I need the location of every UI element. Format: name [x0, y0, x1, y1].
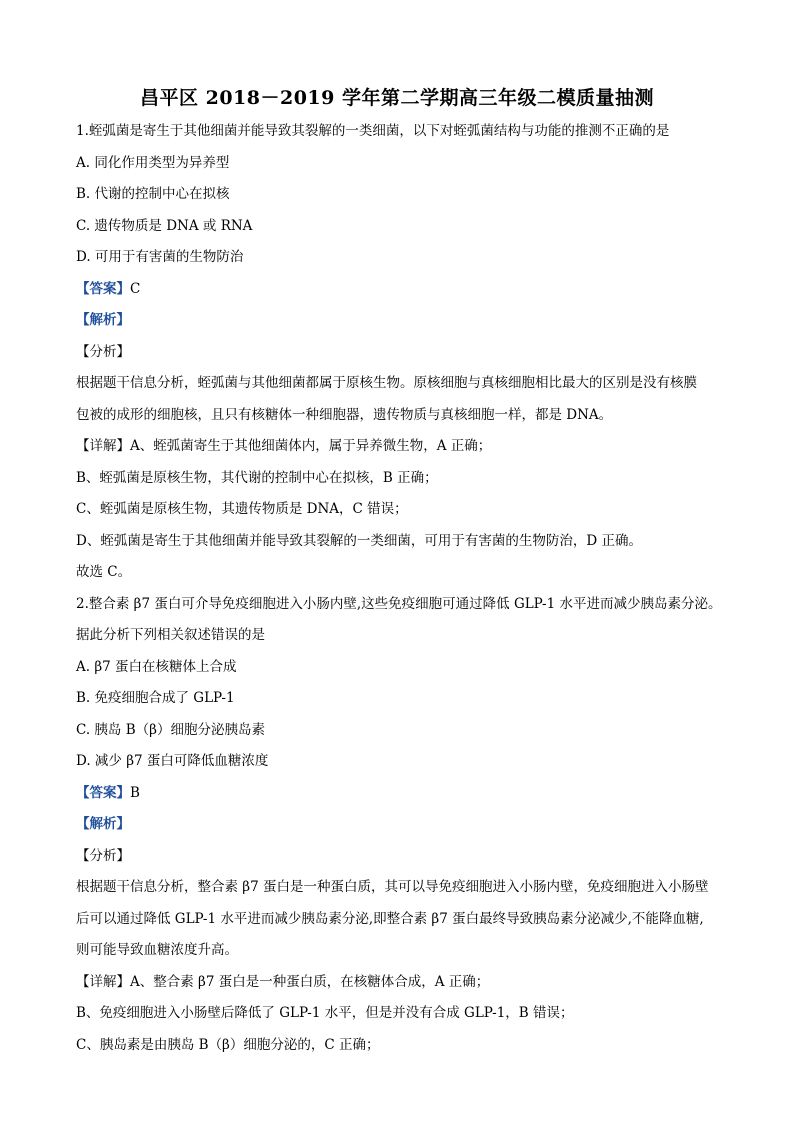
question-1-detail-line-2: B、蛭弧菌是原核生物，其代谢的控制中心在拟核，B 正确；	[76, 469, 438, 486]
question-1-fenxi-line-2: 包被的成形的细胞核，且只有核糖体一种细胞器，遗传物质与真核细胞一样，都是 DNA。	[76, 406, 613, 423]
question-2-stem-line-1: 2.整合素 β7 蛋白可介导免疫细胞进入小肠内壁,这些免疫细胞可通过降低 GLP-1 水平进而减少胰岛素分泌。	[76, 595, 722, 612]
question-1-option-d: D. 可用于有害菌的生物防治	[76, 249, 244, 265]
detail-text: A、蛭弧菌寄生于其他细菌体内，属于异养微生物，A 正确；	[130, 438, 492, 454]
question-1-detail-line-3: C、蛭弧菌是原核生物，其遗传物质是 DNA，C 错误；	[76, 501, 408, 517]
question-2-detail-line-2: B、免疫细胞进入小肠壁后降低了 GLP-1 水平，但是并没有合成 GLP-1，B 错误；	[76, 1005, 574, 1021]
question-1-option-c: C. 遗传物质是 DNA 或 RNA	[76, 217, 253, 234]
analysis-tag: 【解析】	[76, 816, 130, 832]
analysis-tag: 【解析】	[76, 312, 130, 328]
question-2-option-c: C. 胰岛 B（β）细胞分泌胰岛素	[76, 721, 265, 738]
question-2-fenxi-line-1: 根据题干信息分析，整合素 β7 蛋白是一种蛋白质，其可以导免疫细胞进入小肠内壁，免疫细胞进入小肠壁	[76, 879, 709, 895]
question-2-option-b: B. 免疫细胞合成了 GLP-1	[76, 690, 235, 706]
detail-tag: 【详解】	[76, 973, 130, 990]
detail-text: A、整合素 β7 蛋白是一种蛋白质，在核糖体合成，A 正确；	[130, 973, 490, 990]
answer-value: C	[130, 280, 141, 297]
detail-tag: 【详解】	[76, 438, 130, 454]
question-1-conclusion: 故选 C。	[76, 564, 132, 580]
question-1-fenxi-line-1: 根据题干信息分析，蛭弧菌与其他细菌都属于原核生物。原核细胞与真核细胞相比最大的区别是没有核膜	[76, 375, 697, 391]
question-1-detail-line-1	[76, 431, 718, 463]
fenxi-tag: 【分析】	[76, 343, 130, 360]
question-1-stem: 1.蛭弧菌是寄生于其他细菌并能导致其裂解的一类细菌，以下对蛭弧菌结构与功能的推测不正确的是	[76, 123, 670, 139]
answer-tag: 【答案】	[76, 280, 130, 297]
question-2-detail-line-3: C、胰岛素是由胰岛 B（β）细胞分泌的，C 正确；	[76, 1036, 380, 1053]
question-2-analysis	[76, 809, 718, 841]
question-2-fenxi-line-3: 则可能导致血糖浓度升高。	[76, 942, 238, 958]
question-2-fenxi-line-2: 后可以通过降低 GLP-1 水平进而减少胰岛素分泌,即整合素 β7 蛋白最终导致胰岛素分泌减少,不能降血糖,	[76, 910, 704, 927]
answer-value: B	[130, 784, 140, 801]
question-1-answer	[76, 274, 718, 306]
question-2-fenxi	[76, 841, 718, 873]
question-1-fenxi	[76, 337, 718, 369]
question-2-detail-line-1	[76, 967, 718, 999]
page-title: 昌平区 2018－2019 学年第二学期高三年级二模质量抽测	[140, 87, 654, 109]
question-1-option-a: A. 同化作用类型为异养型	[76, 154, 230, 171]
question-2-option-d: D. 减少 β7 蛋白可降低血糖浓度	[76, 753, 269, 769]
question-2-stem-line-2: 据此分析下列相关叙述错误的是	[76, 627, 265, 643]
question-2	[76, 589, 722, 1062]
answer-tag: 【答案】	[76, 784, 130, 801]
question-1-option-b: B. 代谢的控制中心在拟核	[76, 186, 230, 202]
question-1-detail-line-4: D、蛭弧菌是寄生于其他细菌并能导致其裂解的一类细菌，可用于有害菌的生物防治，D 正确。	[76, 532, 642, 549]
question-2-option-a: A. β7 蛋白在核糖体上合成	[76, 658, 237, 675]
question-2-answer	[76, 778, 718, 810]
question-1-analysis	[76, 305, 718, 337]
question-1	[76, 116, 718, 589]
fenxi-tag: 【分析】	[76, 847, 130, 864]
